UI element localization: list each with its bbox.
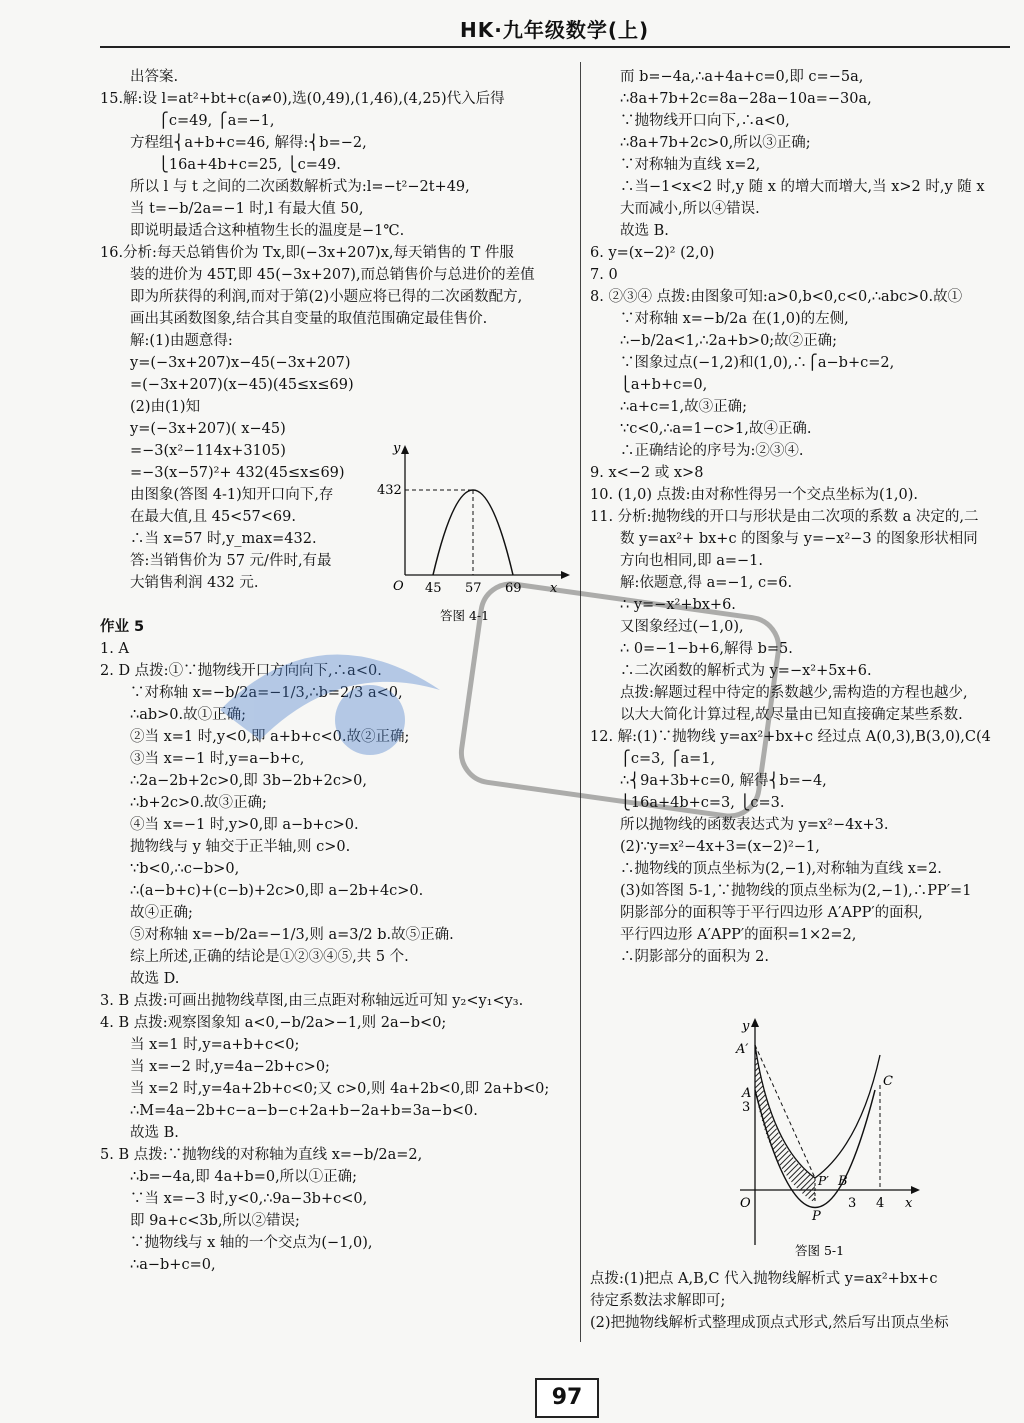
fig41-x-arrow bbox=[561, 571, 570, 579]
fig51-x-arrow bbox=[911, 1186, 920, 1194]
page-number: 97 bbox=[535, 1378, 599, 1418]
left_lines-line: ③当 x=−1 时,y=a−b+c, bbox=[130, 751, 305, 767]
left_lines-line: ④当 x=−1 时,y>0,即 a−b+c>0. bbox=[130, 817, 359, 833]
right_lines-line: ∴−b/2a<1,∴2a+b>0;故②正确; bbox=[620, 333, 838, 349]
left_lines-line: 综上所述,正确的结论是①②③④⑤,共 5 个. bbox=[130, 949, 409, 965]
left_lines-line: ∵当 x=−3 时,y<0,∴9a−3b+c<0, bbox=[130, 1191, 368, 1207]
fig41-tick-57: 57 bbox=[465, 581, 482, 596]
right_lines-line: 点拨:解题过程中待定的系数越少,需构造的方程也越少, bbox=[620, 685, 968, 701]
right_lines-line: 而 b=−4a,∴a+4a+c=0,即 c=−5a, bbox=[620, 69, 864, 85]
left_lines-line: ⎧c=49, ⎧a=−1, bbox=[158, 113, 275, 129]
left_lines-line: 即 9a+c<3b,所以②错误; bbox=[130, 1213, 300, 1229]
left_lines-line: 答:当销售价为 57 元/件时,有最 bbox=[130, 553, 332, 569]
left_lines-line: 即说明最适合这种植物生长的温度是−1℃. bbox=[130, 223, 405, 239]
right_lines-line: ∴8a+7b+2c>0,所以③正确; bbox=[620, 135, 811, 151]
right_lines-line: 平行四边形 A′APP′的面积=1×2=2, bbox=[620, 927, 857, 943]
left_lines-line: 即为所获得的利润,而对于第(2)小题应将已得的二次函数配方, bbox=[130, 289, 523, 305]
left_lines-line: ∴(a−b+c)+(c−b)+2c>0,即 a−2b+4c>0. bbox=[130, 883, 424, 899]
right_lines-line: 方向也相同,即 a=−1. bbox=[620, 553, 763, 569]
right_lines-line: ∴a+c=1,故③正确; bbox=[620, 399, 748, 415]
left_lines-line: 方程组⎨a+b+c=46, 解得:⎨b=−2, bbox=[130, 135, 367, 151]
fig51-caption: 答图 5-1 bbox=[795, 1243, 845, 1258]
right_lines-line: ⎩16a+4b+c=3, ⎩c=3. bbox=[620, 795, 785, 811]
left_lines-line: 抛物线与 y 轴交于正半轴,则 c>0. bbox=[130, 839, 351, 855]
page-header bbox=[0, 0, 1024, 50]
fig41-y-arrow bbox=[401, 445, 409, 454]
left_lines-line: 当 x=−2 时,y=4a−2b+c>0; bbox=[130, 1059, 330, 1075]
fig51-origin: O bbox=[740, 1196, 751, 1211]
right_lines-line: ∴当−1<x<2 时,y 随 x 的增大而增大,当 x>2 时,y 随 x bbox=[620, 179, 985, 195]
right_lines-line: 以大大简化计算过程,故尽量由已知直接确定某些系数. bbox=[620, 707, 963, 723]
fig51-x-label: x bbox=[905, 1196, 913, 1211]
fig41-y-label: y bbox=[393, 441, 401, 456]
figure-5-1 bbox=[720, 1015, 930, 1265]
left_lines-line: 装的进价为 45T,即 45(−3x+207),而总销售价与总进价的差值 bbox=[130, 267, 535, 283]
right_tail-line: (2)把抛物线解析式整理成顶点式形式,然后写出顶点坐标 bbox=[590, 1315, 949, 1331]
right_lines-line: ∵c<0,∴a=1−c>1,故④正确. bbox=[620, 421, 812, 437]
right_lines-line: 9. x<−2 或 x>8 bbox=[590, 465, 704, 481]
fig51-y-arrow bbox=[751, 1018, 759, 1027]
right-column-tail bbox=[590, 1268, 1020, 1334]
left_lines-line: ∴2a−2b+2c>0,即 3b−2b+2c>0, bbox=[130, 773, 367, 789]
left_lines-line: ⑤对称轴 x=−b/2a=−1/3,则 a=3/2 b.故⑤正确. bbox=[130, 927, 454, 943]
fig41-x-label: x bbox=[550, 581, 558, 596]
right_lines-line: (3)如答图 5-1,∵抛物线的顶点坐标为(2,−1),∴PP′=1 bbox=[620, 883, 972, 899]
left_lines-line: ②当 x=1 时,y<0,即 a+b+c<0.故②正确; bbox=[130, 729, 410, 745]
fig41-caption: 答图 4-1 bbox=[440, 608, 490, 623]
figure-4-1 bbox=[377, 440, 575, 625]
right_lines-line: 所以抛物线的函数表达式为 y=x²−4x+3. bbox=[620, 817, 889, 833]
fig51-label-c: C bbox=[883, 1074, 893, 1089]
right-column bbox=[590, 66, 1020, 968]
right_lines-line: 10. (1,0) 点拨:由对称性得另一个交点坐标为(1,0). bbox=[590, 487, 919, 503]
fig51-tick-4: 4 bbox=[876, 1196, 885, 1211]
left_lines-line: 故选 B. bbox=[130, 1125, 179, 1141]
right_lines-line: 6. y=(x−2)² (2,0) bbox=[590, 245, 715, 261]
right_lines-line: 又图象经过(−1,0), bbox=[620, 619, 744, 635]
left_lines-line: ∵对称轴 x=−b/2a=−1/3,∴b=2/3 a<0, bbox=[130, 685, 403, 701]
right_lines-line: ∴8a+7b+2c=8a−28a−10a=−30a, bbox=[620, 91, 872, 107]
right_lines-line: 解:依题意,得 a=−1, c=6. bbox=[620, 575, 793, 591]
fig51-y-label: y bbox=[742, 1019, 750, 1034]
right_lines-line: 8. ②③④ 点拨:由图象可知:a>0,b<0,c<0,∴abc>0.故① bbox=[590, 289, 963, 305]
left_lines-line: 1. A bbox=[100, 641, 129, 657]
left_lines-line: 故选 D. bbox=[130, 971, 180, 987]
left_lines-line: ∴当 x=57 时,y_max=432. bbox=[130, 531, 317, 547]
left_lines-line: =−3(x²−114x+3105) bbox=[130, 443, 286, 459]
right_lines-line: ∴二次函数的解析式为 y=−x²+5x+6. bbox=[620, 663, 872, 679]
right_lines-line: ∵图象过点(−1,2)和(1,0),∴⎧a−b+c=2, bbox=[620, 355, 895, 371]
left_lines-line: 作业 5 bbox=[100, 619, 145, 635]
left_lines-line: ∴b=−4a,即 4a+b=0,所以①正确; bbox=[130, 1169, 358, 1185]
left_lines-line: =−3(x−57)²+ 432(45≤x≤69) bbox=[130, 465, 345, 481]
fig41-origin: O bbox=[393, 579, 404, 594]
left_lines-line: 解:(1)由题意得: bbox=[130, 333, 233, 349]
right_lines-line: ∵对称轴 x=−b/2a 在(1,0)的左侧, bbox=[620, 311, 849, 327]
left_lines-line: y=(−3x+207)( x−45) bbox=[130, 421, 286, 437]
left_lines-line: 当 x=1 时,y=a+b+c<0; bbox=[130, 1037, 300, 1053]
fig51-label-b: B bbox=[838, 1174, 848, 1189]
right_lines-line: 大而减小,所以④错误. bbox=[620, 201, 760, 217]
left_lines-line: 由图象(答图 4-1)知开口向下,存 bbox=[130, 487, 334, 503]
fig51-label-a-prime: A′ bbox=[736, 1042, 749, 1057]
fig51-label-p: P bbox=[812, 1209, 821, 1224]
right_lines-line: ∵抛物线开口向下,∴a<0, bbox=[620, 113, 790, 129]
left_lines-line: 当 x=2 时,y=4a+2b+c<0;又 c>0,则 4a+2b<0,即 2a+b<0; bbox=[130, 1081, 550, 1097]
left_lines-line: =(−3x+207)(x−45)(45≤x≤69) bbox=[130, 377, 354, 393]
right_lines-line: 12. 解:(1)∵抛物线 y=ax²+bx+c 经过点 A(0,3),B(3,0),C(4 bbox=[590, 729, 991, 745]
column-divider bbox=[580, 62, 581, 1342]
fig51-label-p-prime: P′ bbox=[818, 1174, 829, 1188]
right_lines-line: ⎩a+b+c=0, bbox=[620, 377, 708, 393]
left_lines-line: ∴a−b+c=0, bbox=[130, 1257, 216, 1273]
left_lines-line: 故④正确; bbox=[130, 905, 193, 921]
fig51-label-a: A bbox=[742, 1086, 752, 1101]
left_lines-line: ∴M=4a−2b+c−a−b−c+2a+b−2a+b=3a−b<0. bbox=[130, 1103, 478, 1119]
right_lines-line: ∴阴影部分的面积为 2. bbox=[620, 949, 769, 965]
right_lines-line: ∴ y=−x²+bx+6. bbox=[620, 597, 736, 613]
right_tail-line: 点拨:(1)把点 A,B,C 代入抛物线解析式 y=ax²+bx+c bbox=[590, 1271, 938, 1287]
left_lines-line: ∴b+2c>0.故③正确; bbox=[130, 795, 267, 811]
left_lines-line: 16.分析:每天总销售价为 Tx,即(−3x+207)x,每天销售的 T 件服 bbox=[100, 245, 514, 261]
left_lines-line: 大销售利润 432 元. bbox=[130, 575, 259, 591]
left_lines-line: 3. B 点拨:可画出抛物线草图,由三点距对称轴远近可知 y₂<y₁<y₃. bbox=[100, 993, 524, 1009]
fig41-tick-69: 69 bbox=[505, 581, 522, 596]
page-title: HK·九年级数学(上) bbox=[460, 18, 650, 42]
right_lines-line: ∴正确结论的序号为:②③④. bbox=[620, 443, 804, 459]
fig41-peak-label: 432 bbox=[377, 483, 402, 498]
left_lines-line: ∵抛物线与 x 轴的一个交点为(−1,0), bbox=[130, 1235, 373, 1251]
right_lines-line: 数 y=ax²+ bx+c 的图象与 y=−x²−3 的图象形状相同 bbox=[620, 531, 978, 547]
fig51-shifted-parabola bbox=[755, 1045, 880, 1178]
left_lines-line: 2. D 点拨:①∵抛物线开口方向向下,∴a<0. bbox=[100, 663, 382, 679]
left_lines-line: ⎩16a+4b+c=25, ⎩c=49. bbox=[158, 157, 341, 173]
right_lines-line: ∵对称轴为直线 x=2, bbox=[620, 157, 761, 173]
left_lines-line: 画出其函数图象,结合其自变量的取值范围确定最佳售价. bbox=[130, 311, 488, 327]
left_lines-line: ∵b<0,∴c−b>0, bbox=[130, 861, 240, 877]
left_lines-line: 出答案. bbox=[130, 69, 179, 85]
right_lines-line: 故选 B. bbox=[620, 223, 669, 239]
right_lines-line: ∴ 0=−1−b+6,解得 b=5. bbox=[620, 641, 793, 657]
fig41-tick-45: 45 bbox=[425, 581, 442, 596]
fig51-tick-3: 3 bbox=[848, 1196, 857, 1211]
left_lines-line: 5. B 点拨:∵抛物线的对称轴为直线 x=−b/2a=2, bbox=[100, 1147, 423, 1163]
header-rule bbox=[100, 46, 1010, 48]
right_lines-line: 11. 分析:抛物线的开口与形状是由二次项的系数 a 决定的,二 bbox=[590, 509, 979, 525]
left_lines-line: 当 t=−b/2a=−1 时,l 有最大值 50, bbox=[130, 201, 364, 217]
left_lines-line: 在最大值,且 45<57<69. bbox=[130, 509, 296, 525]
left_lines-line: 4. B 点拨:观察图象知 a<0,−b/2a>−1,则 2a−b<0; bbox=[100, 1015, 447, 1031]
left_lines-line: y=(−3x+207)x−45(−3x+207) bbox=[130, 355, 351, 371]
left_lines-line: 所以 l 与 t 之间的二次函数解析式为:l=−t²−2t+49, bbox=[130, 179, 470, 195]
right_lines-line: 阴影部分的面积等于平行四边形 A′APP′的面积, bbox=[620, 905, 923, 921]
right_lines-line: ∴抛物线的顶点坐标为(2,−1),对称轴为直线 x=2. bbox=[620, 861, 942, 877]
fig51-label-three-y: 3 bbox=[742, 1100, 751, 1115]
right_lines-line: ⎧c=3, ⎧a=1, bbox=[620, 751, 716, 767]
right_lines-line: 7. 0 bbox=[590, 267, 618, 283]
right_lines-line: (2)∵y=x²−4x+3=(x−2)²−1, bbox=[620, 839, 820, 855]
right_tail-line: 待定系数法求解即可; bbox=[590, 1293, 726, 1309]
left_lines-line: 15.解:设 l=at²+bt+c(a≠0),选(0,49),(1,46),(4,25)代入后得 bbox=[100, 91, 505, 107]
left_lines-line: ∴ab>0.故①正确; bbox=[130, 707, 247, 723]
left-column bbox=[100, 66, 570, 1276]
right_lines-line: ∴⎨9a+3b+c=0, 解得⎨b=−4, bbox=[620, 773, 827, 789]
left_lines-line: (2)由(1)知 bbox=[130, 399, 201, 415]
